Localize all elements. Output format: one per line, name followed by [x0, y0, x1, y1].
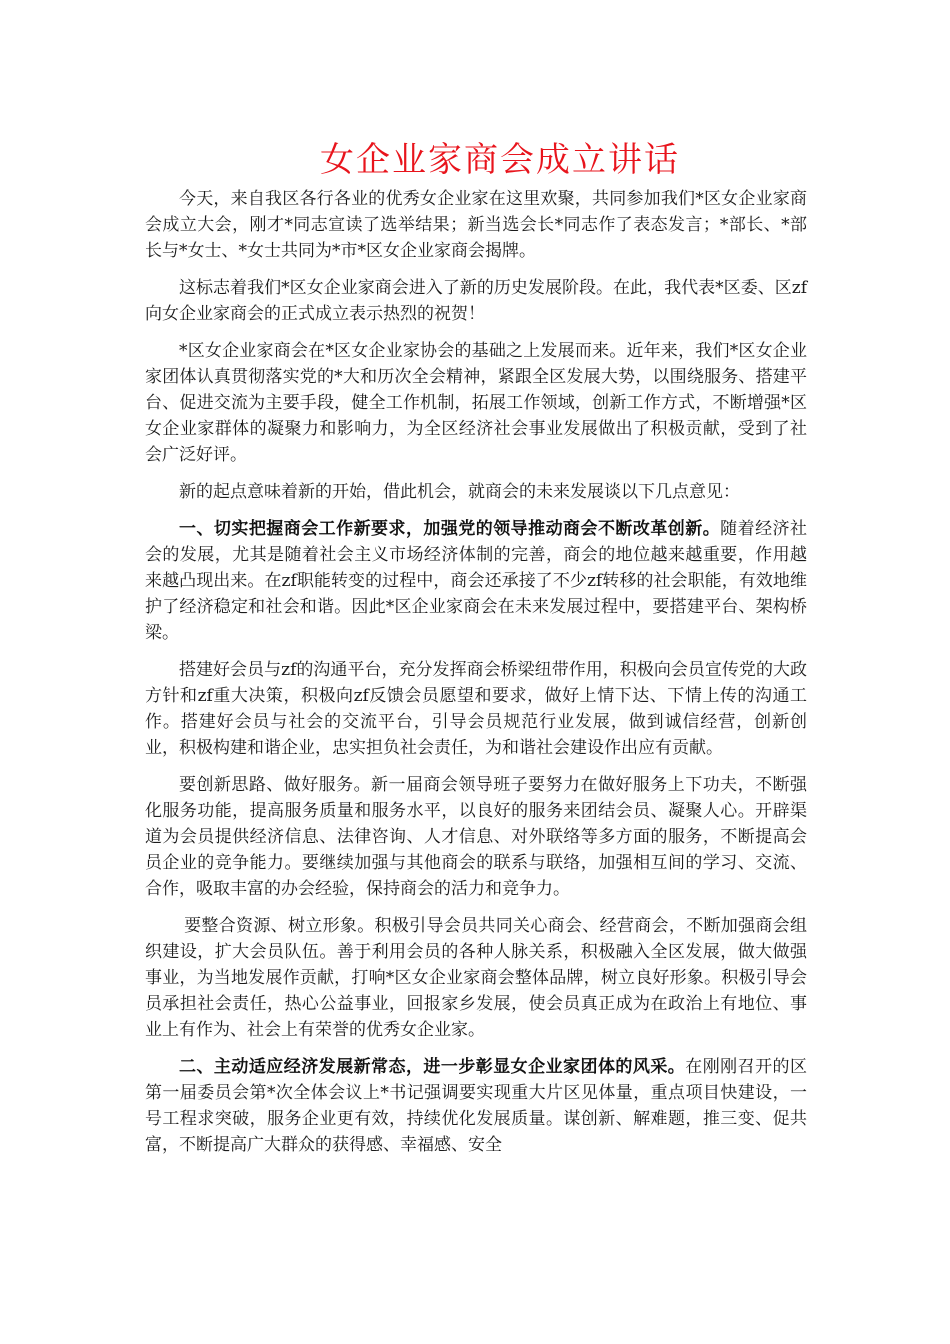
paragraph-5	[145, 516, 807, 646]
paragraph-text: *区女企业家商会在*区女企业家协会的基础之上发展而来。近年来，我们*区女企业家团体认真贯彻落实党的*大和历次全会精神，紧跟全区发展大势，以围绕服务、搭建平台、促进交流为主要手段，健全工作机制，拓展工作领域，创新工作方式，不断增强*区女企业家群体的凝聚力和影响力，为全区经济社会事业发展做出了积极贡献，受到了社会广泛好评。	[145, 341, 807, 465]
paragraph-8	[145, 913, 807, 1043]
paragraph-1	[145, 186, 807, 264]
paragraph-text: 这标志着我们*区女企业家商会进入了新的历史发展阶段。在此，我代表*区委、区zf向女企业家商会的正式成立表示热烈的祝贺！	[145, 278, 807, 324]
paragraph-text: 搭建好会员与zf的沟通平台，充分发挥商会桥梁纽带作用，积极向会员宣传党的大政方针和zf重大决策，积极向zf反馈会员愿望和要求，做好上情下达、下情上传的沟通工作。搭建好会员与社会的交流平台，引导会员规范行业发展，做到诚信经营，创新创业，积极构建和谐企业，忠实担负社会责任，为和谐社会建设作出应有贡献。	[145, 660, 807, 758]
section-heading-2: 二、主动适应经济发展新常态，进一步彰显女企业家团体的风采。	[179, 1057, 686, 1077]
paragraph-text: 要整合资源、树立形象。积极引导会员共同关心商会、经营商会，不断加强商会组织建设，扩大会员队伍。善于利用会员的各种人脉关系，积极融入全区发展，做大做强事业，为当地发展作贡献，打响*区女企业家商会整体品牌，树立良好形象。积极引导会员承担社会责任，热心公益事业，回报家乡发展，使会员真正成为在政治上有地位、事业上有作为、社会上有荣誉的优秀女企业家。	[145, 916, 807, 1040]
paragraph-text: 随着经济社会的发展，尤其是随着社会主义市场经济体制的完善，商会的地位越来越重要，作用越来越凸现出来。在zf职能转变的过程中，商会还承接了不少zf转移的社会职能，有效地维护了经济稳定和社会和谐。因此*区企业家商会在未来发展过程中，要搭建平台、架构桥梁。	[145, 519, 808, 643]
paragraph-2	[145, 275, 807, 327]
section-heading-1: 一、切实把握商会工作新要求，加强党的领导推动商会不断改革创新。	[179, 519, 721, 539]
paragraph-7	[145, 772, 807, 902]
paragraph-4	[145, 479, 807, 505]
paragraph-text: 要创新思路、做好服务。新一届商会领导班子要努力在做好服务上下功夫，不断强化服务功能，提高服务质量和服务水平，以良好的服务来团结会员、凝聚人心。开辟渠道为会员提供经济信息、法律咨询、人才信息、对外联络等多方面的服务，不断提高会员企业的竞争能力。要继续加强与其他商会的联系与联络，加强相互间的学习、交流、合作，吸取丰富的办会经验，保持商会的活力和竞争力。	[145, 775, 807, 899]
paragraph-3	[145, 338, 807, 468]
paragraph-9	[145, 1054, 807, 1158]
paragraph-text: 在刚刚召开的区第一届委员会第*次全体会议上*书记强调要实现重大片区见体量，重点项目快建设，一号工程求突破，服务企业更有效，持续优化发展质量。谋创新、解难题，推三变、促共富，不断提高广大群众的获得感、幸福感、安全	[145, 1057, 808, 1155]
paragraph-6	[145, 657, 807, 761]
paragraph-text: 今天，来自我区各行各业的优秀女企业家在这里欢聚，共同参加我们*区女企业家商会成立大会，刚才*同志宣读了选举结果；新当选会长*同志作了表态发言；*部长、*部长与*女士、*女士共同为*市*区女企业家商会揭牌。	[145, 189, 807, 261]
paragraph-text: 新的起点意味着新的开始，借此机会，就商会的未来发展谈以下几点意见：	[179, 482, 740, 502]
document-title: 女企业家商会成立讲话	[320, 140, 680, 180]
document-body	[145, 186, 807, 1169]
